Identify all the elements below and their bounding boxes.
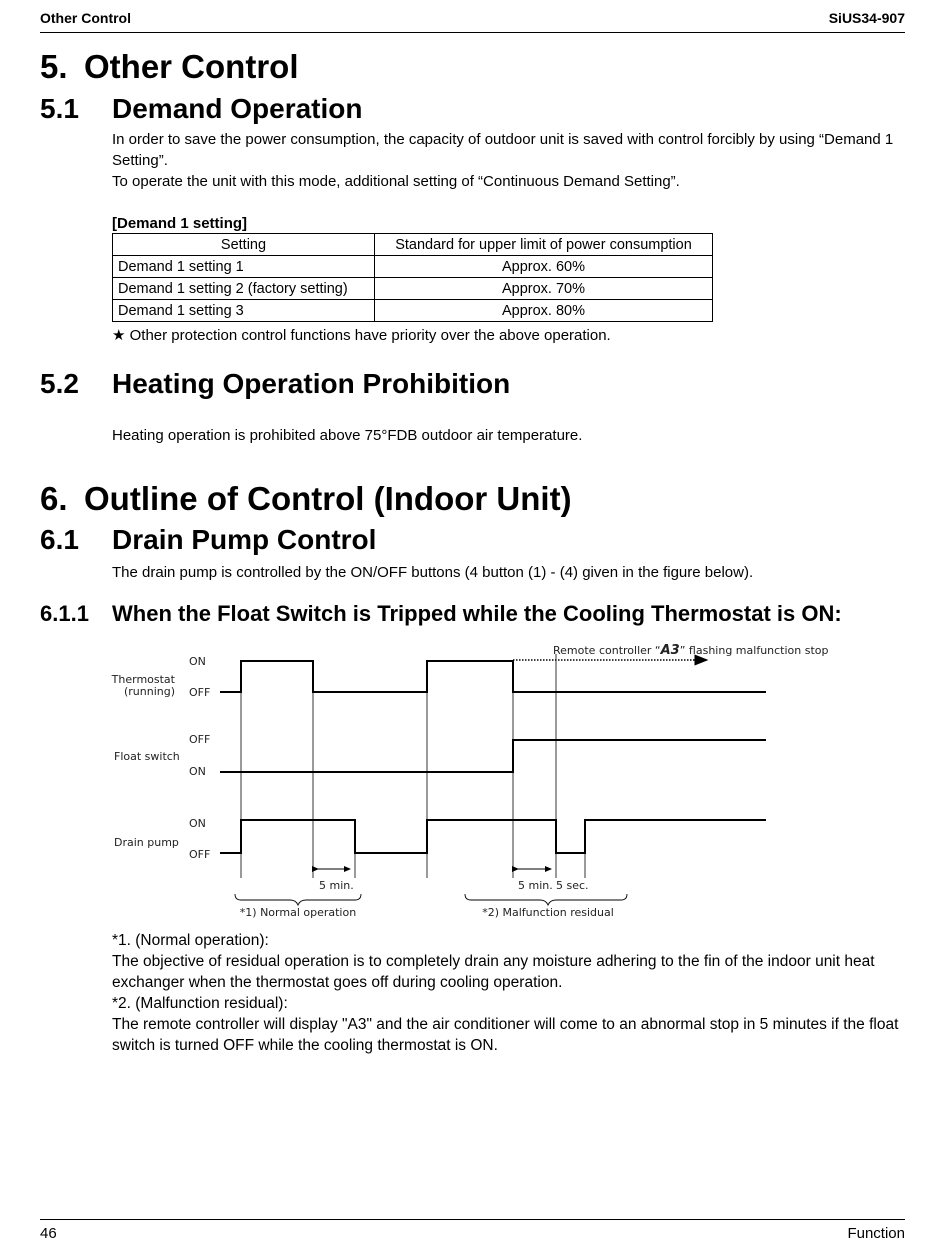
table-cell: Demand 1 setting 2 (factory setting) <box>113 278 375 300</box>
demand-paragraph-1: In order to save the power consumption, the capacity of outdoor unit is saved with control forcibly by using “Demand 1 Setting”. <box>112 131 894 169</box>
table-cell: Demand 1 setting 3 <box>113 300 375 322</box>
page-number: 46 <box>40 1225 57 1242</box>
normal-operation-brace <box>235 894 361 905</box>
section-title: When the Float Switch is Tripped while the Cooling Thermostat is ON: <box>112 601 842 626</box>
table-row <box>113 278 713 300</box>
header-rule <box>40 32 905 33</box>
table-header-cell: Setting <box>113 234 375 256</box>
drain-pump-waveform <box>220 820 766 853</box>
table-row <box>113 300 713 322</box>
section-5-2-heading <box>40 368 510 400</box>
table-cell: Approx. 60% <box>375 256 713 278</box>
note-1-text: The objective of residual operation is to completely drain any moisture adhering to the fin of the indoor unit heat exchanger when the thermostat goes off during cooling operation. <box>112 953 875 991</box>
normal-operation-label: *1) Normal operation <box>239 906 357 919</box>
section-number: 6.1.1 <box>40 601 89 626</box>
priority-note: ★ Other protection control functions have priority over the above operation. <box>112 327 611 344</box>
section-title: Heating Operation Prohibition <box>112 368 511 399</box>
section-6-1-1-heading <box>40 601 842 627</box>
section-6-heading <box>40 480 572 518</box>
header-left: Other Control <box>40 10 131 26</box>
section-title: Drain Pump Control <box>112 524 377 555</box>
table-cell: Approx. 70% <box>375 278 713 300</box>
note-2-text: The remote controller will display "A3" and the air conditioner will come to an abnormal stop in 5 minutes if the float switch is turned OFF while the cooling thermostat is ON. <box>112 1016 899 1054</box>
heating-paragraph: Heating operation is prohibited above 75°FDB outdoor air temperature. <box>112 427 583 444</box>
section-number: 5.2 <box>40 368 79 399</box>
note-2-title: *2. (Malfunction residual): <box>112 995 288 1012</box>
pump-off-label: OFF <box>189 848 211 861</box>
demand-paragraph-2: To operate the unit with this mode, additional setting of “Continuous Demand Setting”. <box>112 173 680 190</box>
section-number: 5.1 <box>40 93 79 124</box>
section-number: 6.1 <box>40 524 79 555</box>
operation-braces <box>235 894 627 905</box>
section-title: Other Control <box>84 48 299 85</box>
footer-right: Function <box>847 1225 905 1242</box>
five-sec-label: 5 sec. <box>556 879 589 892</box>
timing-diagram <box>100 638 829 926</box>
section-6-1-heading <box>40 524 376 556</box>
remote-controller-label: Remote controller “A3” flashing malfunction stop <box>553 643 829 658</box>
drain-pump-label: Drain pump <box>114 836 179 849</box>
timing-guide-lines <box>241 654 585 878</box>
section-number: 6. <box>40 480 68 517</box>
table-row <box>113 256 713 278</box>
malfunction-five-min-label: 5 min. <box>518 879 553 892</box>
float-on-label: ON <box>189 765 206 778</box>
float-switch-label: Float switch <box>114 750 180 763</box>
section-5-heading <box>40 48 298 86</box>
thermostat-off-label: OFF <box>189 686 211 699</box>
float-off-label: OFF <box>189 733 211 746</box>
waveforms <box>220 661 766 853</box>
section-number: 5. <box>40 48 68 85</box>
float-switch-waveform <box>220 740 766 772</box>
thermostat-on-label: ON <box>189 655 206 668</box>
footer-rule <box>40 1219 905 1220</box>
header-right: SiUS34-907 <box>828 10 905 26</box>
table-cell: Demand 1 setting 1 <box>113 256 375 278</box>
demand-table <box>112 233 713 322</box>
section-title: Demand Operation <box>112 93 363 124</box>
malfunction-residual-label: *2) Malfunction residual <box>482 906 614 919</box>
normal-five-min-label: 5 min. <box>319 879 354 892</box>
thermostat-running-label: (running) <box>123 685 175 698</box>
thermostat-label: Thermostat <box>111 673 175 686</box>
section-5-1-heading <box>40 93 362 125</box>
malfunction-residual-brace <box>465 894 627 905</box>
drain-pump-paragraph: The drain pump is controlled by the ON/OFF buttons (4 button (1) - (4) given in the figure below). <box>112 564 754 581</box>
table-header-row <box>113 234 713 256</box>
pump-on-label: ON <box>189 817 206 830</box>
note-1-title: *1. (Normal operation): <box>112 932 269 949</box>
table-cell: Approx. 80% <box>375 300 713 322</box>
section-title: Outline of Control (Indoor Unit) <box>84 480 572 517</box>
table-header-cell: Standard for upper limit of power consumption <box>375 234 713 256</box>
thermostat-waveform <box>220 661 766 692</box>
table-title: [Demand 1 setting] <box>112 215 248 232</box>
